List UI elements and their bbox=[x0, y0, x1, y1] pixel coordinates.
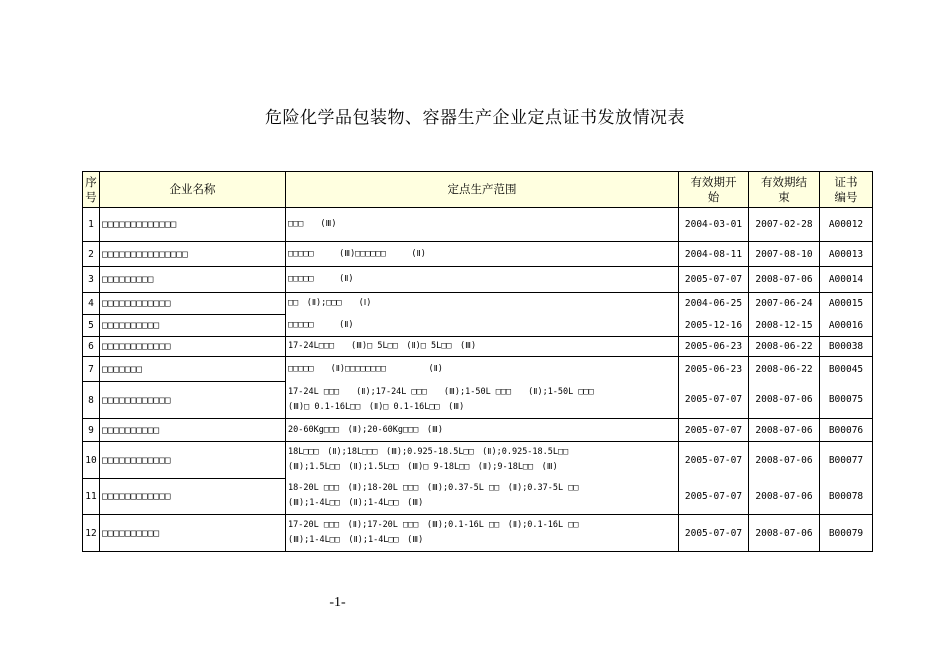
row-scope-line: 17-20L □□□ (Ⅱ);17-20L □□□ (Ⅲ);0.1-16L □□ (Ⅱ);0.1-16L □□ bbox=[288, 520, 579, 530]
row-start-date: 2004-03-01 bbox=[679, 208, 749, 242]
row-start-date: 2005-07-07 bbox=[679, 419, 749, 442]
row-end-date: 2007-08-10 bbox=[749, 242, 820, 267]
table-row bbox=[83, 382, 873, 419]
header-name: 企业名称 bbox=[100, 172, 286, 208]
row-seq: 12 bbox=[83, 515, 100, 552]
table-row bbox=[83, 442, 873, 479]
document-title: 危险化学品包装物、容器生产企业定点证书发放情况表 bbox=[265, 108, 685, 128]
table-row bbox=[83, 479, 873, 515]
row-scope bbox=[286, 382, 679, 419]
row-cert-number: B00079 bbox=[820, 515, 873, 552]
row-end-date: 2008-06-22 bbox=[749, 357, 820, 382]
row-company-name: □□□□□□□□□□ bbox=[100, 419, 286, 442]
row-end-date: 2007-06-24 bbox=[749, 293, 820, 315]
row-seq: 10 bbox=[83, 442, 100, 479]
row-end-date: 2008-07-06 bbox=[749, 267, 820, 293]
row-scope bbox=[286, 479, 679, 515]
row-scope: □□□□□ (Ⅱ)□□□□□□□□ (Ⅱ) bbox=[286, 357, 679, 382]
row-start-date: 2005-07-07 bbox=[679, 267, 749, 293]
header-row bbox=[83, 172, 873, 208]
row-start-date: 2005-06-23 bbox=[679, 357, 749, 382]
table-row bbox=[83, 315, 873, 337]
row-scope: 20-60Kg□□□ (Ⅱ);20-60Kg□□□ (Ⅲ) bbox=[286, 419, 679, 442]
row-scope: 17-24L□□□ (Ⅲ)□ 5L□□ (Ⅱ)□ 5L□□ (Ⅲ) bbox=[286, 337, 679, 357]
row-start-date: 2004-06-25 bbox=[679, 293, 749, 315]
row-company-name: □□□□□□□□□□□□ bbox=[100, 382, 286, 419]
row-seq: 9 bbox=[83, 419, 100, 442]
row-company-name: □□□□□□□□□□ bbox=[100, 515, 286, 552]
row-cert-number: B00075 bbox=[820, 382, 873, 419]
row-scope-line: (Ⅲ)□ 0.1-16L□□ (Ⅱ)□ 0.1-16L□□ (Ⅲ) bbox=[288, 401, 465, 412]
row-cert-number: B00038 bbox=[820, 337, 873, 357]
certificate-table bbox=[82, 171, 873, 552]
row-start-date: 2005-06-23 bbox=[679, 337, 749, 357]
row-start-date: 2005-07-07 bbox=[679, 382, 749, 419]
row-company-name: □□□□□□□□□ bbox=[100, 267, 286, 293]
row-cert-number: A00013 bbox=[820, 242, 873, 267]
row-company-name: □□□□□□□□□□□□ bbox=[100, 442, 286, 479]
header-end-label: 有效期结束 bbox=[761, 174, 807, 204]
row-seq: 11 bbox=[83, 479, 100, 515]
header-end bbox=[749, 172, 820, 208]
row-seq: 5 bbox=[83, 315, 100, 337]
row-scope: □□ (Ⅱ);□□□ (Ⅰ) bbox=[286, 293, 679, 315]
row-scope: □□□ (Ⅲ) bbox=[286, 208, 679, 242]
row-company-name: □□□□□□□□□□ bbox=[100, 315, 286, 337]
row-end-date: 2008-06-22 bbox=[749, 337, 820, 357]
row-cert-number: A00014 bbox=[820, 267, 873, 293]
row-company-name: □□□□□□□□□□□□ bbox=[100, 479, 286, 515]
row-start-date: 2005-12-16 bbox=[679, 315, 749, 337]
header-cert bbox=[820, 172, 873, 208]
row-scope: □□□□□ (Ⅱ) bbox=[286, 315, 679, 337]
row-end-date: 2008-12-15 bbox=[749, 315, 820, 337]
table-row bbox=[83, 419, 873, 442]
row-end-date: 2008-07-06 bbox=[749, 382, 820, 419]
row-start-date: 2004-08-11 bbox=[679, 242, 749, 267]
table-row bbox=[83, 515, 873, 552]
row-seq: 1 bbox=[83, 208, 100, 242]
row-cert-number: B00045 bbox=[820, 357, 873, 382]
page-number: -1- bbox=[329, 595, 346, 610]
row-cert-number: B00076 bbox=[820, 419, 873, 442]
row-scope-line: 18L□□□ (Ⅱ);18L□□□ (Ⅲ);0.925-18.5L□□ (Ⅱ);0.925-18.5L□□ bbox=[288, 447, 569, 458]
row-company-name: □□□□□□□□□□□□ bbox=[100, 293, 286, 315]
row-scope-line: (Ⅲ);1-4L□□ (Ⅱ);1-4L□□ (Ⅲ) bbox=[288, 498, 424, 509]
row-scope-line: 18-20L □□□ (Ⅱ);18-20L □□□ (Ⅲ);0.37-5L □□ (Ⅱ);0.37-5L □□ bbox=[288, 483, 579, 494]
row-scope-line: 17-24L □□□ (Ⅱ);17-24L □□□ (Ⅲ);1-50L □□□ (Ⅱ);1-50L □□□ bbox=[288, 386, 594, 397]
row-cert-number: B00077 bbox=[820, 442, 873, 479]
row-seq: 2 bbox=[83, 242, 100, 267]
row-company-name: □□□□□□□□□□□□ bbox=[100, 337, 286, 357]
row-company-name: □□□□□□□□□□□□□ bbox=[100, 208, 286, 242]
row-end-date: 2008-07-06 bbox=[749, 479, 820, 515]
header-start bbox=[679, 172, 749, 208]
row-end-date: 2007-02-28 bbox=[749, 208, 820, 242]
row-start-date: 2005-07-07 bbox=[679, 479, 749, 515]
table-row bbox=[83, 242, 873, 267]
row-cert-number: B00078 bbox=[820, 479, 873, 515]
row-scope-line: (Ⅲ);1.5L□□ (Ⅱ);1.5L□□ (Ⅲ)□ 9-18L□□ (Ⅱ);9-18L□□ (Ⅲ) bbox=[288, 462, 558, 473]
header-start-label: 有效期开始 bbox=[690, 174, 737, 204]
table-row bbox=[83, 293, 873, 315]
row-seq: 3 bbox=[83, 267, 100, 293]
row-cert-number: A00015 bbox=[820, 293, 873, 315]
row-end-date: 2008-07-06 bbox=[749, 419, 820, 442]
row-start-date: 2005-07-07 bbox=[679, 515, 749, 552]
table-row bbox=[83, 208, 873, 242]
row-scope bbox=[286, 442, 679, 479]
row-end-date: 2008-07-06 bbox=[749, 442, 820, 479]
header-cert-label: 证书编号 bbox=[834, 174, 858, 204]
row-seq: 7 bbox=[83, 357, 100, 382]
row-scope: □□□□□ (Ⅲ)□□□□□□ (Ⅱ) bbox=[286, 242, 679, 267]
row-scope bbox=[286, 515, 679, 552]
table-row bbox=[83, 337, 873, 357]
row-seq: 6 bbox=[83, 337, 100, 357]
row-scope: □□□□□ (Ⅱ) bbox=[286, 267, 679, 293]
row-cert-number: A00016 bbox=[820, 315, 873, 337]
row-end-date: 2008-07-06 bbox=[749, 515, 820, 552]
row-seq: 8 bbox=[83, 382, 100, 419]
table-row bbox=[83, 357, 873, 382]
row-seq: 4 bbox=[83, 293, 100, 315]
table-row bbox=[83, 267, 873, 293]
row-company-name: □□□□□□□ bbox=[100, 357, 286, 382]
header-seq bbox=[83, 172, 100, 208]
header-scope: 定点生产范围 bbox=[286, 172, 679, 208]
row-scope-line: (Ⅲ);1-4L□□ (Ⅱ);1-4L□□ (Ⅲ) bbox=[288, 535, 424, 545]
row-cert-number: A00012 bbox=[820, 208, 873, 242]
row-company-name: □□□□□□□□□□□□□□□ bbox=[100, 242, 286, 267]
row-start-date: 2005-07-07 bbox=[679, 442, 749, 479]
header-seq-label: 序号 bbox=[85, 174, 97, 204]
